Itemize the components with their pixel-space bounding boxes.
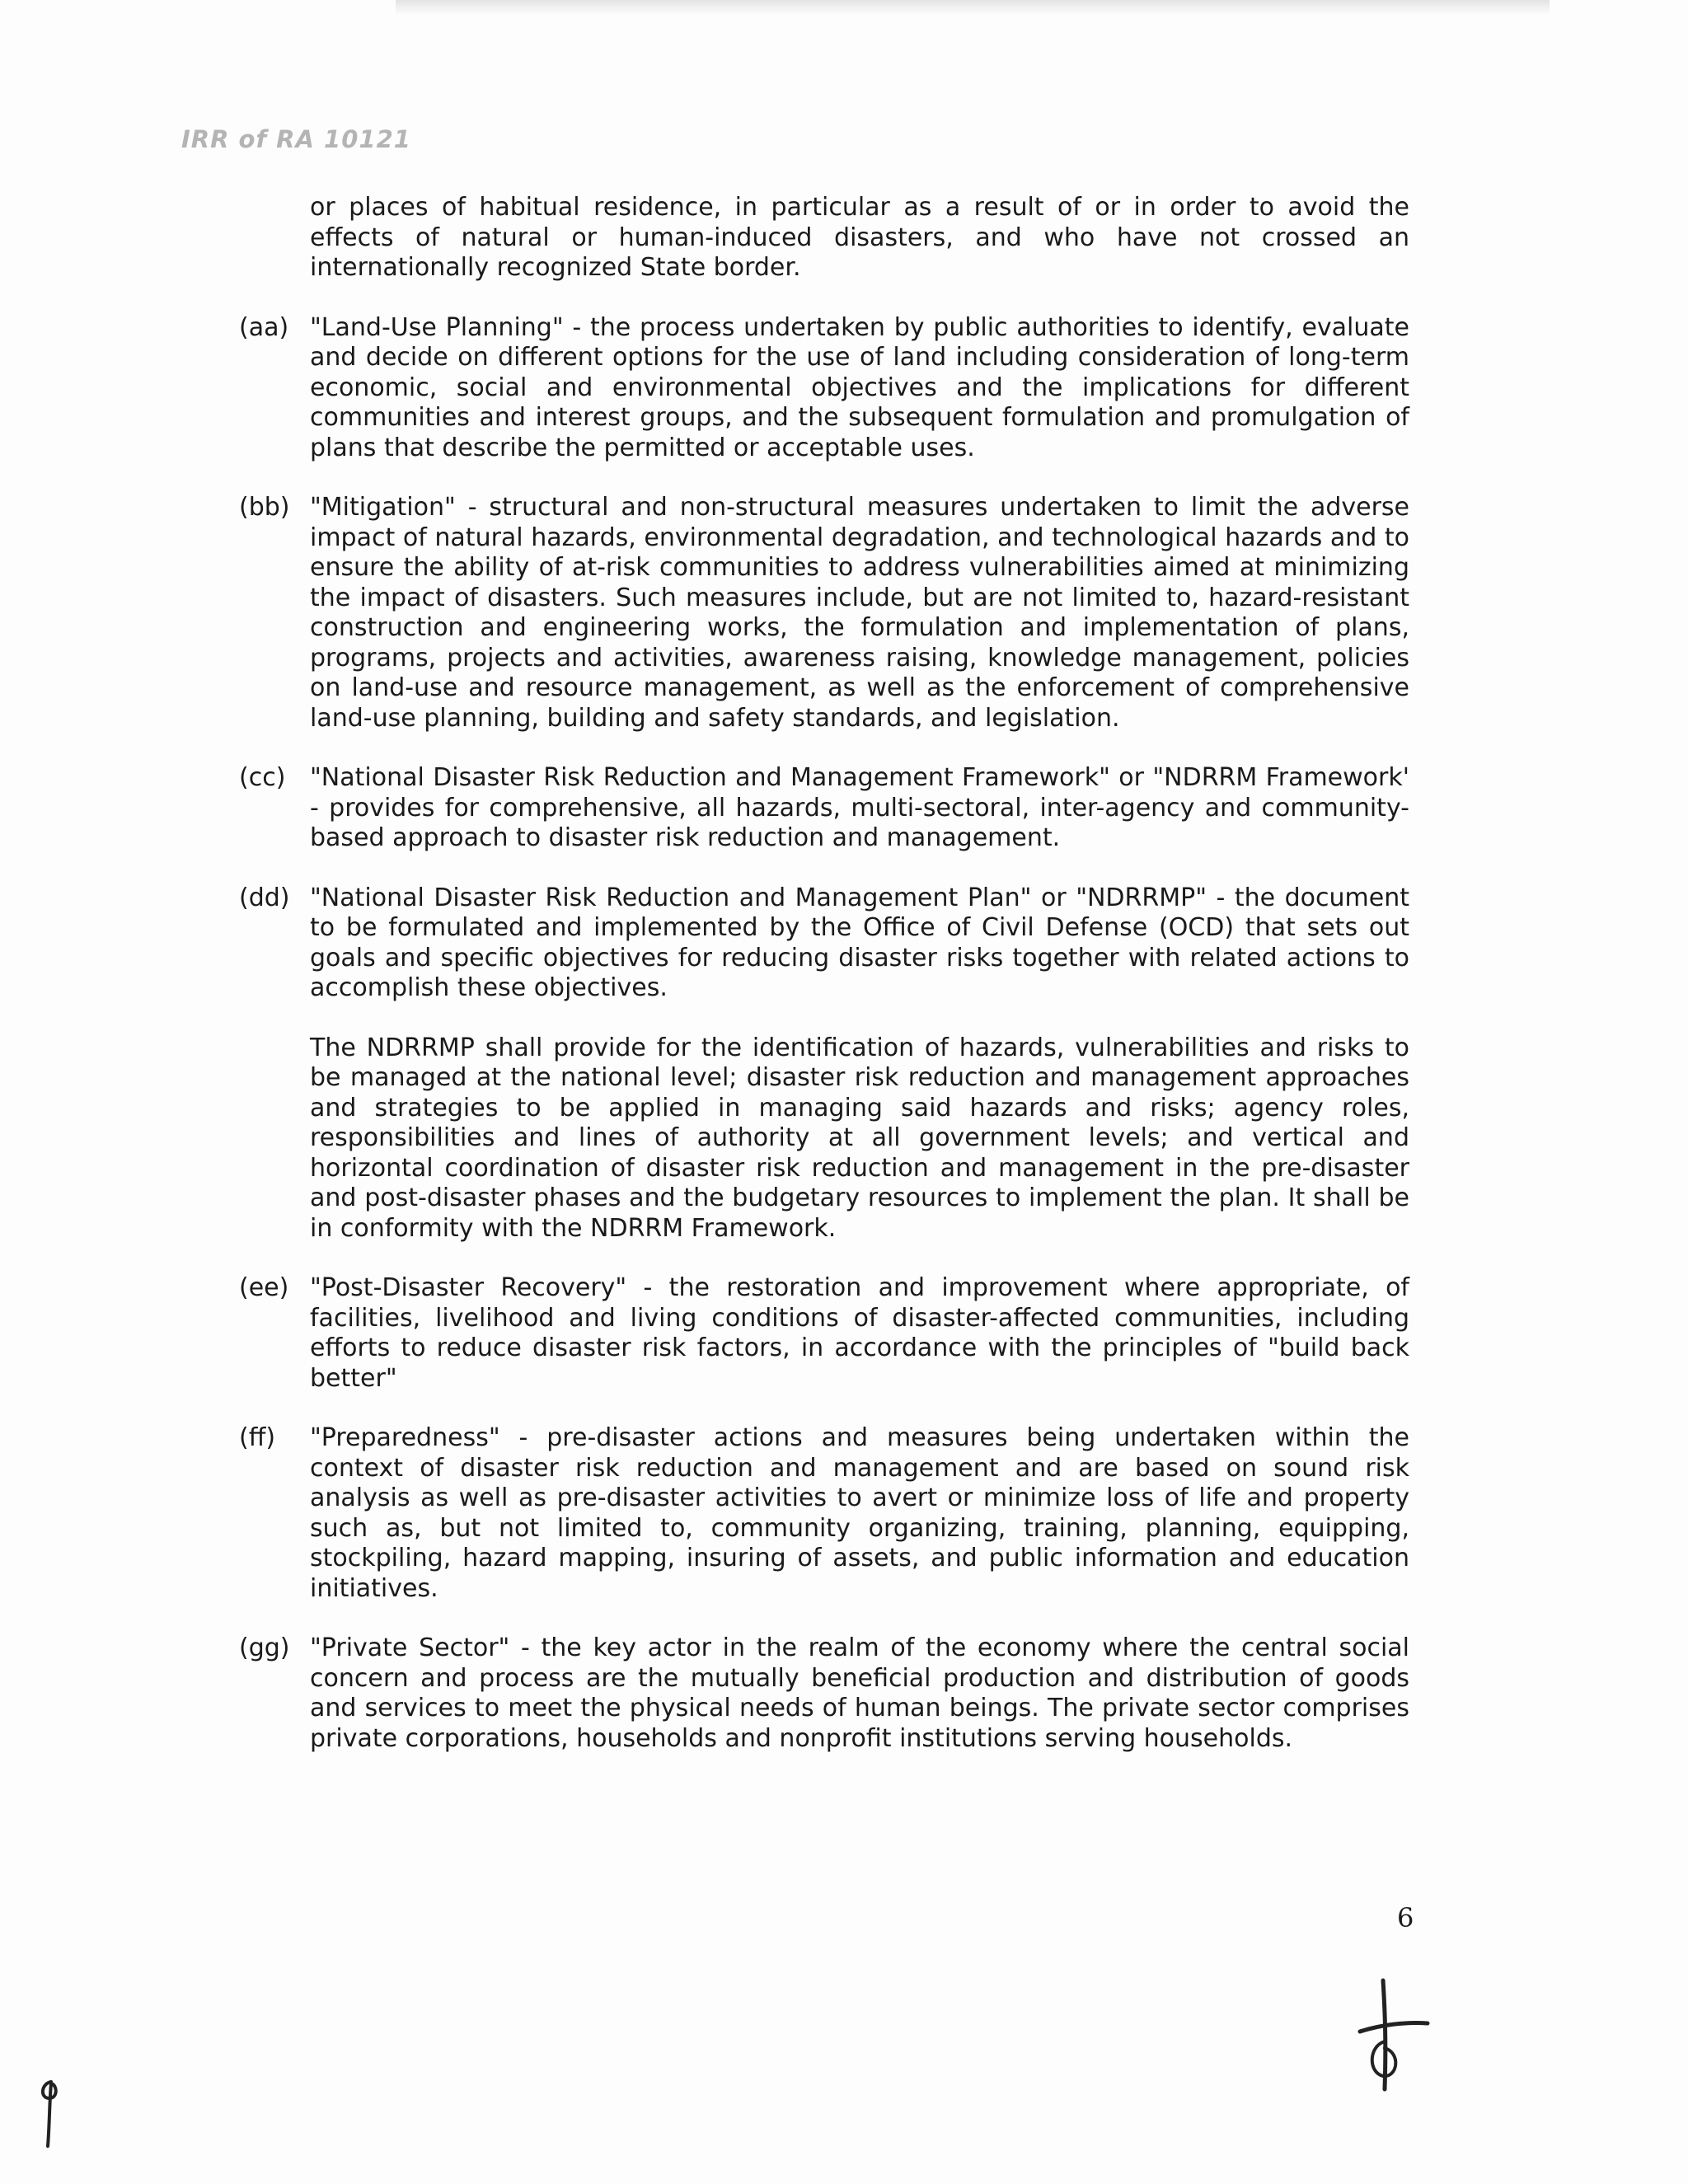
definition-item <box>239 1423 1409 1604</box>
page-number: 6 <box>1397 1902 1414 1933</box>
definition-item <box>239 313 1409 464</box>
definition-text <box>310 313 1409 464</box>
definition-item <box>239 1273 1409 1394</box>
definition-paragraph: "Preparedness" - pre-disaster actions and measures being undertaken within the context of disaster risk reduction and management and are based on sound risk analysis as well as pre-disaster activities to avert or minimize loss of life and property such as, but not limited to, community organizing, training, planning, equipping, stockpiling, hazard mapping, insuring of assets, and public information and education initiatives. <box>310 1423 1409 1603</box>
definition-item <box>239 1633 1409 1754</box>
item-marker: (gg) <box>239 1633 290 1662</box>
running-header: IRR of RA 10121 <box>181 125 411 153</box>
document-body <box>239 193 1409 1783</box>
definition-text <box>310 493 1409 733</box>
definition-item <box>239 763 1409 854</box>
definition-text <box>310 1423 1409 1604</box>
definition-text <box>310 1273 1409 1394</box>
item-marker: (cc) <box>239 763 286 792</box>
handwritten-initial-right <box>1335 1974 1434 2097</box>
definition-list <box>239 313 1409 1755</box>
item-marker: (ee) <box>239 1273 289 1302</box>
handwritten-initial-left <box>33 2077 66 2151</box>
definition-text <box>310 883 1409 1244</box>
definition-text <box>310 763 1409 854</box>
definition-paragraph: The NDRRMP shall provide for the identification of hazards, vulnerabilities and risks to be managed at the national level; disaster risk reduction and management approaches and strategies to be applied in managing said hazards and risks; agency roles, responsibilities and lines of authority at all government levels; and vertical and horizontal coordination of disaster risk reduction and management in the pre-disaster and post-disaster phases and the budgetary resources to implement the plan. It shall be in conformity with the NDRRM Framework. <box>310 1033 1409 1243</box>
definition-paragraph: "National Disaster Risk Reduction and Management Plan" or "NDRRMP" - the document to be formulated and implemented by the Office of Civil Defense (OCD) that sets out goals and specific objectives for reducing disaster risks together with related actions to accomplish these objectives. <box>310 883 1409 1002</box>
definition-paragraph: "Land-Use Planning" - the process undertaken by public authorities to identify, evaluate and decide on different options for the use of land including consideration of long-term economic, social and environmental objectives and the implications for different communities and interest groups, and the subsequent formulation and promulgation of plans that describe the permitted or acceptable uses. <box>310 312 1409 462</box>
definition-item <box>239 883 1409 1244</box>
definition-item <box>239 493 1409 733</box>
definition-text <box>310 1633 1409 1754</box>
item-marker: (bb) <box>239 493 290 522</box>
continued-paragraph: or places of habitual residence, in particular as a result of or in order to avoid the effects of natural or human-induced disasters, and who have not crossed an internationally recognized State border. <box>310 193 1409 282</box>
definition-paragraph: "National Disaster Risk Reduction and Management Framework" or "NDRRM Framework' - provides for comprehensive, all hazards, multi-sectoral, inter-agency and community-based approach to disaster risk reduction and management. <box>310 763 1409 852</box>
definition-paragraph: "Mitigation" - structural and non-structural measures undertaken to limit the adverse impact of natural hazards, environmental degradation, and technological hazards and to ensure the ability of at-risk communities to address vulnerabilities aimed at minimizing the impact of disasters. Such measures include, but are not limited to, hazard-resistant construction and engineering works, the formulation and implementation of plans, programs, projects and activities, awareness raising, knowledge management, policies on land-use and resource management, as well as the enforcement of comprehensive land-use planning, building and safety standards, and legislation. <box>310 493 1409 733</box>
item-marker: (dd) <box>239 883 290 912</box>
item-marker: (aa) <box>239 312 289 342</box>
definition-paragraph: "Private Sector" - the key actor in the realm of the economy where the central social concern and process are the mutually beneficial production and distribution of goods and services to meet the physical needs of human beings. The private sector comprises private corporations, households and nonprofit institutions serving households. <box>310 1633 1409 1753</box>
scan-shadow <box>396 0 1550 15</box>
item-marker: (ff) <box>239 1423 276 1452</box>
definition-paragraph: "Post-Disaster Recovery" - the restoration and improvement where appropriate, of facilities, livelihood and living conditions of disaster-affected communities, including efforts to reduce disaster risk factors, in accordance with the principles of "build back better" <box>310 1273 1409 1393</box>
